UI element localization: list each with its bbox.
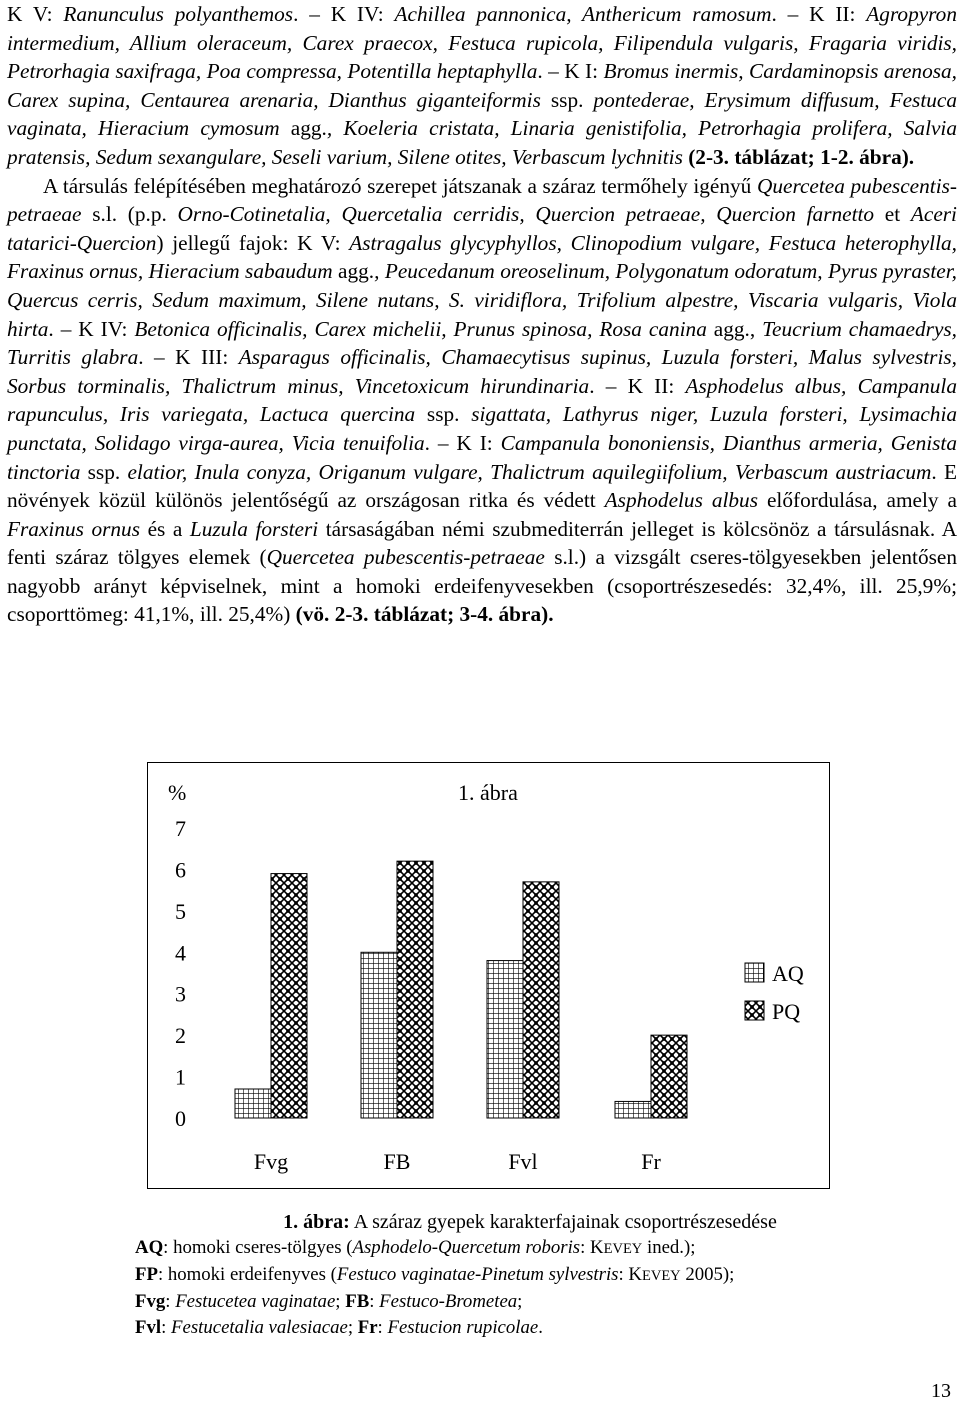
text-span: K V:	[7, 2, 64, 26]
species-name: pontederae, Erysimum diffusum, Festuca vaginata, Hieracium cymosum	[7, 87, 957, 141]
species-name: Campanula bononiensis, Dianthus armeria, Genista tinctoria	[7, 430, 957, 484]
caption-title	[135, 1209, 925, 1235]
chart-title: 1. ábra	[458, 780, 518, 805]
legend-swatch-aq	[745, 963, 764, 982]
caption-line-fp	[135, 1262, 925, 1289]
y-tick-label: 0	[175, 1106, 186, 1131]
text-span: A társulás felépítésében meghatározó szerepet játszanak a száraz termőhely igényű	[43, 173, 757, 198]
text-span: . – K IV:	[48, 316, 135, 341]
abbr-label: Fvl	[135, 1317, 162, 1338]
abbr-label: AQ	[135, 1237, 164, 1258]
text-span: :	[161, 1317, 172, 1338]
text-span: et	[874, 202, 911, 227]
species-name: Asparagus officinalis, Chamaecytisus supinus, Luzula forsteri, Malus sylvestris, Sorbus torminalis, Thalictrum minus, Vincetoxicum hirundinaria	[7, 345, 957, 398]
y-tick-label: 3	[175, 981, 186, 1007]
author-smallcaps: EVEY	[603, 1241, 643, 1257]
abbr-label: Fvg	[135, 1291, 166, 1312]
species-name: Ranunculus polyanthemos	[63, 2, 294, 26]
species-name: Festucion rupicolae	[387, 1317, 539, 1338]
legend-swatch-pq	[745, 1001, 764, 1020]
caption-title-label: 1. ábra:	[283, 1211, 350, 1233]
text-span: . – K I:	[537, 59, 604, 84]
text-span: agg.	[332, 259, 375, 284]
text-span: ssp.	[540, 87, 594, 112]
text-span: 2005);	[680, 1264, 735, 1285]
species-name: Aceri tatarici-Quercion	[7, 202, 957, 255]
caption-line-fvl	[135, 1315, 925, 1341]
species-name: elatior, Inula conyza, Origanum vulgare, Thalictrum aquilegiifolium, Verbascum austriacum	[127, 459, 932, 484]
text-span: ;	[335, 1291, 346, 1312]
species-name: Quercetea pubescentis-petraeae	[266, 545, 545, 570]
bar-pq-fvl	[523, 882, 559, 1118]
abbr-label: Fr	[357, 1317, 378, 1338]
y-tick-label: 2	[175, 1023, 186, 1049]
paragraph-1	[7, 0, 957, 172]
text-span: agg.	[279, 116, 327, 141]
bar-aq-fb	[361, 952, 397, 1118]
body-text	[7, 0, 957, 629]
y-axis-label: %	[168, 780, 187, 805]
species-name: Fraxinus ornus	[7, 516, 140, 541]
legend-label-aq: AQ	[772, 961, 804, 986]
text-span: és a	[140, 516, 190, 541]
text-span: ssp.	[80, 459, 128, 484]
caption-line-fvg	[135, 1289, 925, 1315]
text-span: . – K II:	[771, 2, 867, 26]
text-span: :	[369, 1291, 380, 1312]
species-name: Astragalus glycyphyllos, Clinopodium vulgare, Festuca heterophylla, Fraxinus ornus, Hieracium sabaudum	[7, 230, 957, 284]
y-tick-label: 1	[175, 1064, 186, 1090]
x-tick-label: Fvl	[508, 1149, 538, 1174]
abbr-label: FB	[345, 1291, 370, 1312]
species-name: Asphodelus albus	[604, 488, 758, 513]
text-span: . – K I:	[424, 430, 501, 455]
text-span: s.l. (p.p.	[81, 202, 178, 227]
text-span: .	[538, 1317, 543, 1338]
text-span: ) jellegű fajok: K V:	[156, 230, 350, 255]
species-name: Festuco-Brometea	[379, 1291, 518, 1312]
caption-line-aq	[135, 1235, 925, 1262]
legend-label-pq: PQ	[772, 999, 801, 1024]
bar-aq-fvg	[235, 1089, 271, 1118]
species-name: Betonica officinalis, Carex michelii, Prunus spinosa, Rosa canina	[134, 316, 707, 341]
text-span: s.l.) a vizsgált cseres-tölgyesekben jelentősen nagyobb arányt képviselnek, mint a homoki erdeifenyvesekben (csoportrészesedés: 32,4%, ill. 25,9%; csoporttömeg: 41,1%, ill. 25,4%)	[7, 545, 957, 627]
caption-title-text: A száraz gyepek karakterfajainak csoportrészesedése	[349, 1211, 777, 1233]
species-name: Orno-Cotinetalia, Quercetalia cerridis, Quercion petraeae, Quercion farnetto	[177, 202, 875, 227]
text-span: : homoki cseres-tölgyes (	[163, 1237, 353, 1258]
bar-chart	[147, 762, 830, 1189]
species-name: Festucetea vaginatae	[175, 1291, 336, 1312]
text-span: . – K III:	[138, 345, 239, 370]
text-span: ;	[347, 1317, 358, 1338]
text-span: ,	[749, 316, 763, 341]
species-name: Quercetea pubescentis-petraeae	[7, 173, 957, 227]
chart-canvas	[148, 763, 829, 1188]
species-name: Asphodelo-Quercetum roboris	[352, 1237, 581, 1258]
bar-aq-fvl	[487, 961, 523, 1118]
text-span: : homoki erdeifenyves (	[157, 1264, 337, 1285]
x-tick-label: Fr	[641, 1149, 661, 1174]
text-span: agg.	[706, 316, 750, 341]
text-span: : K	[580, 1237, 604, 1258]
species-name: , Koeleria cristata, Linaria genistifolia, Petrorhagia prolifera, Salvia pratensis, Sedum sexangulare, Seseli varium, Silene otites, Verbascum lychnitis	[7, 116, 958, 169]
text-span: , Peucedanum oreoselinum, Polygonatum odoratum, Pyrus pyraster, Quercus cerris, Sedum maximum, Silene nutans, S.	[7, 259, 957, 312]
species-name: Achillea pannonica, Anthericum ramosum	[394, 2, 772, 26]
species-name: viridiflora, Trifolium alpestre, Viscaria vulgaris, Viola hirta	[7, 287, 958, 341]
x-tick-label: Fvg	[253, 1149, 289, 1174]
species-name: Teucrium chamaedrys, Turritis glabra	[7, 316, 958, 370]
paragraph-2	[7, 172, 957, 630]
species-name: Luzula forsteri	[189, 516, 319, 541]
text-span: ined.);	[642, 1237, 696, 1258]
text-span: ssp.	[415, 402, 472, 427]
text-span: előfordulása, amely a	[758, 488, 958, 513]
text-span: :	[165, 1291, 176, 1312]
species-name: sigattata, Lathyrus niger, Luzula forsteri, Lysimachia punctata, Solidago virga-aurea, Vicia tenuifolia	[7, 402, 958, 455]
text-span: . E növények közül különös jelentőségű az országosan ritka és védett	[7, 459, 957, 513]
bar-pq-fb	[397, 861, 433, 1118]
text-span: : K	[618, 1264, 642, 1285]
text-span: társaságában némi szubmediterrán jelleget is kölcsönöz a társulásnak. A fenti száraz tölgyes elemek (	[7, 516, 957, 570]
y-tick-label: 7	[175, 816, 186, 841]
bar-pq-fr	[651, 1035, 687, 1118]
species-name: Asphodelus albus, Campanula rapunculus, Iris variegata, Lactuca quercina	[7, 373, 957, 427]
species-name: Bromus inermis, Cardaminopsis arenosa, Carex supina, Centaurea arenaria, Dianthus giganteiformis	[7, 59, 957, 112]
figure-caption	[135, 1209, 925, 1341]
text-span: . – K II:	[589, 373, 686, 398]
x-tick-label: FB	[383, 1149, 411, 1174]
text-span: ;	[517, 1291, 523, 1312]
abbr-label: FP	[135, 1264, 158, 1285]
species-name: Festucetalia valesiacae	[171, 1317, 348, 1338]
text-span: . – K IV:	[293, 2, 395, 26]
bar-pq-fvg	[271, 874, 307, 1118]
y-tick-label: 4	[175, 940, 186, 966]
species-name: Agropyron intermedium, Allium oleraceum, Carex praecox, Festuca rupicola, Filipendula vulgaris, Fragaria viridis, Petrorhagia saxifraga, Poa compressa, Potentilla heptaphylla	[7, 2, 957, 84]
figure-reference: (2-3. táblázat; 1-2. ábra).	[682, 144, 915, 169]
author-smallcaps: EVEY	[641, 1268, 681, 1284]
figure-reference: (vö. 2-3. táblázat; 3-4. ábra).	[295, 602, 554, 627]
page-number: 13	[931, 1380, 951, 1402]
y-tick-label: 6	[175, 857, 186, 883]
species-name: Festuco vaginatae-Pinetum sylvestris	[336, 1264, 619, 1285]
text-span: :	[377, 1317, 388, 1338]
bar-aq-fr	[615, 1101, 651, 1118]
y-tick-label: 5	[175, 898, 186, 924]
